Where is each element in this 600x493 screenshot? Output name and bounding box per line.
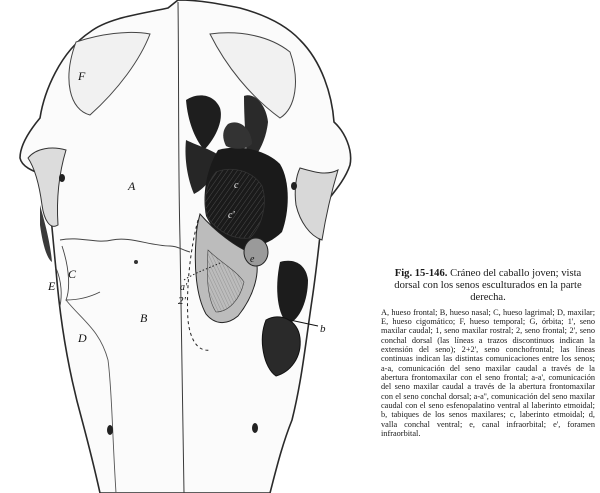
- label-a-prime: a': [180, 282, 188, 293]
- figure-title: Cráneo del caballo joven; vista dorsal con los senos esculturados en la parte derecha.: [394, 268, 582, 304]
- label-c: c: [234, 180, 239, 191]
- figure-number: Fig. 15-146.: [394, 268, 448, 279]
- caption-title: [381, 268, 595, 305]
- label-B: B: [140, 311, 148, 325]
- infraorbital-foramen-left: [107, 425, 113, 435]
- label-A: A: [128, 179, 136, 193]
- label-2-prime: 2': [178, 295, 186, 307]
- supraorbital-foramen-right: [291, 182, 297, 190]
- caption-body: A, hueso frontal; B, hueso nasal; C, hueso lagrimal; D, maxilar; E, hueso cigomático; F, hueso temporal; G, órbita; 1', seno maxilar caudal; 1, seno maxilar rostral; 2, seno frontal; 2', seno conchal dorsal (las líneas a trazos discontinuos indican la extensión del seno); 2+2', seno conchofrontal; las líneas continuas indican las distintas comunicaciones entre los senos; a-a, comunicación del seno maxilar caudal a través de la abertura frontomaxilar con el seno frontal; a-a', comunicación del seno maxilar caudal a través de la abertura frontomaxilar con el seno conchal dorsal; a-a'', comunicación del seno maxilar caudal con el seno esfenopalatino ventral al laberinto etmoidal; b, tabiques de los senos maxilares; c, laberinto etmoidal; d, valla conchal ventral; e, canal infraorbital; e', foramen infraorbital.: [381, 307, 595, 439]
- label-C: C: [68, 267, 77, 281]
- label-b: b: [320, 323, 326, 335]
- supraorbital-foramen-left: [59, 174, 65, 182]
- infraorbital-foramen-right: [252, 423, 258, 433]
- label-e: e: [250, 254, 255, 265]
- label-F: F: [78, 69, 86, 83]
- figure-caption: [381, 268, 595, 438]
- label-E: E: [48, 279, 56, 293]
- infraorbital-canal: [244, 238, 268, 266]
- label-c-prime: c': [228, 210, 235, 221]
- nasal-foramen-left: [134, 260, 138, 264]
- label-D: D: [78, 331, 87, 345]
